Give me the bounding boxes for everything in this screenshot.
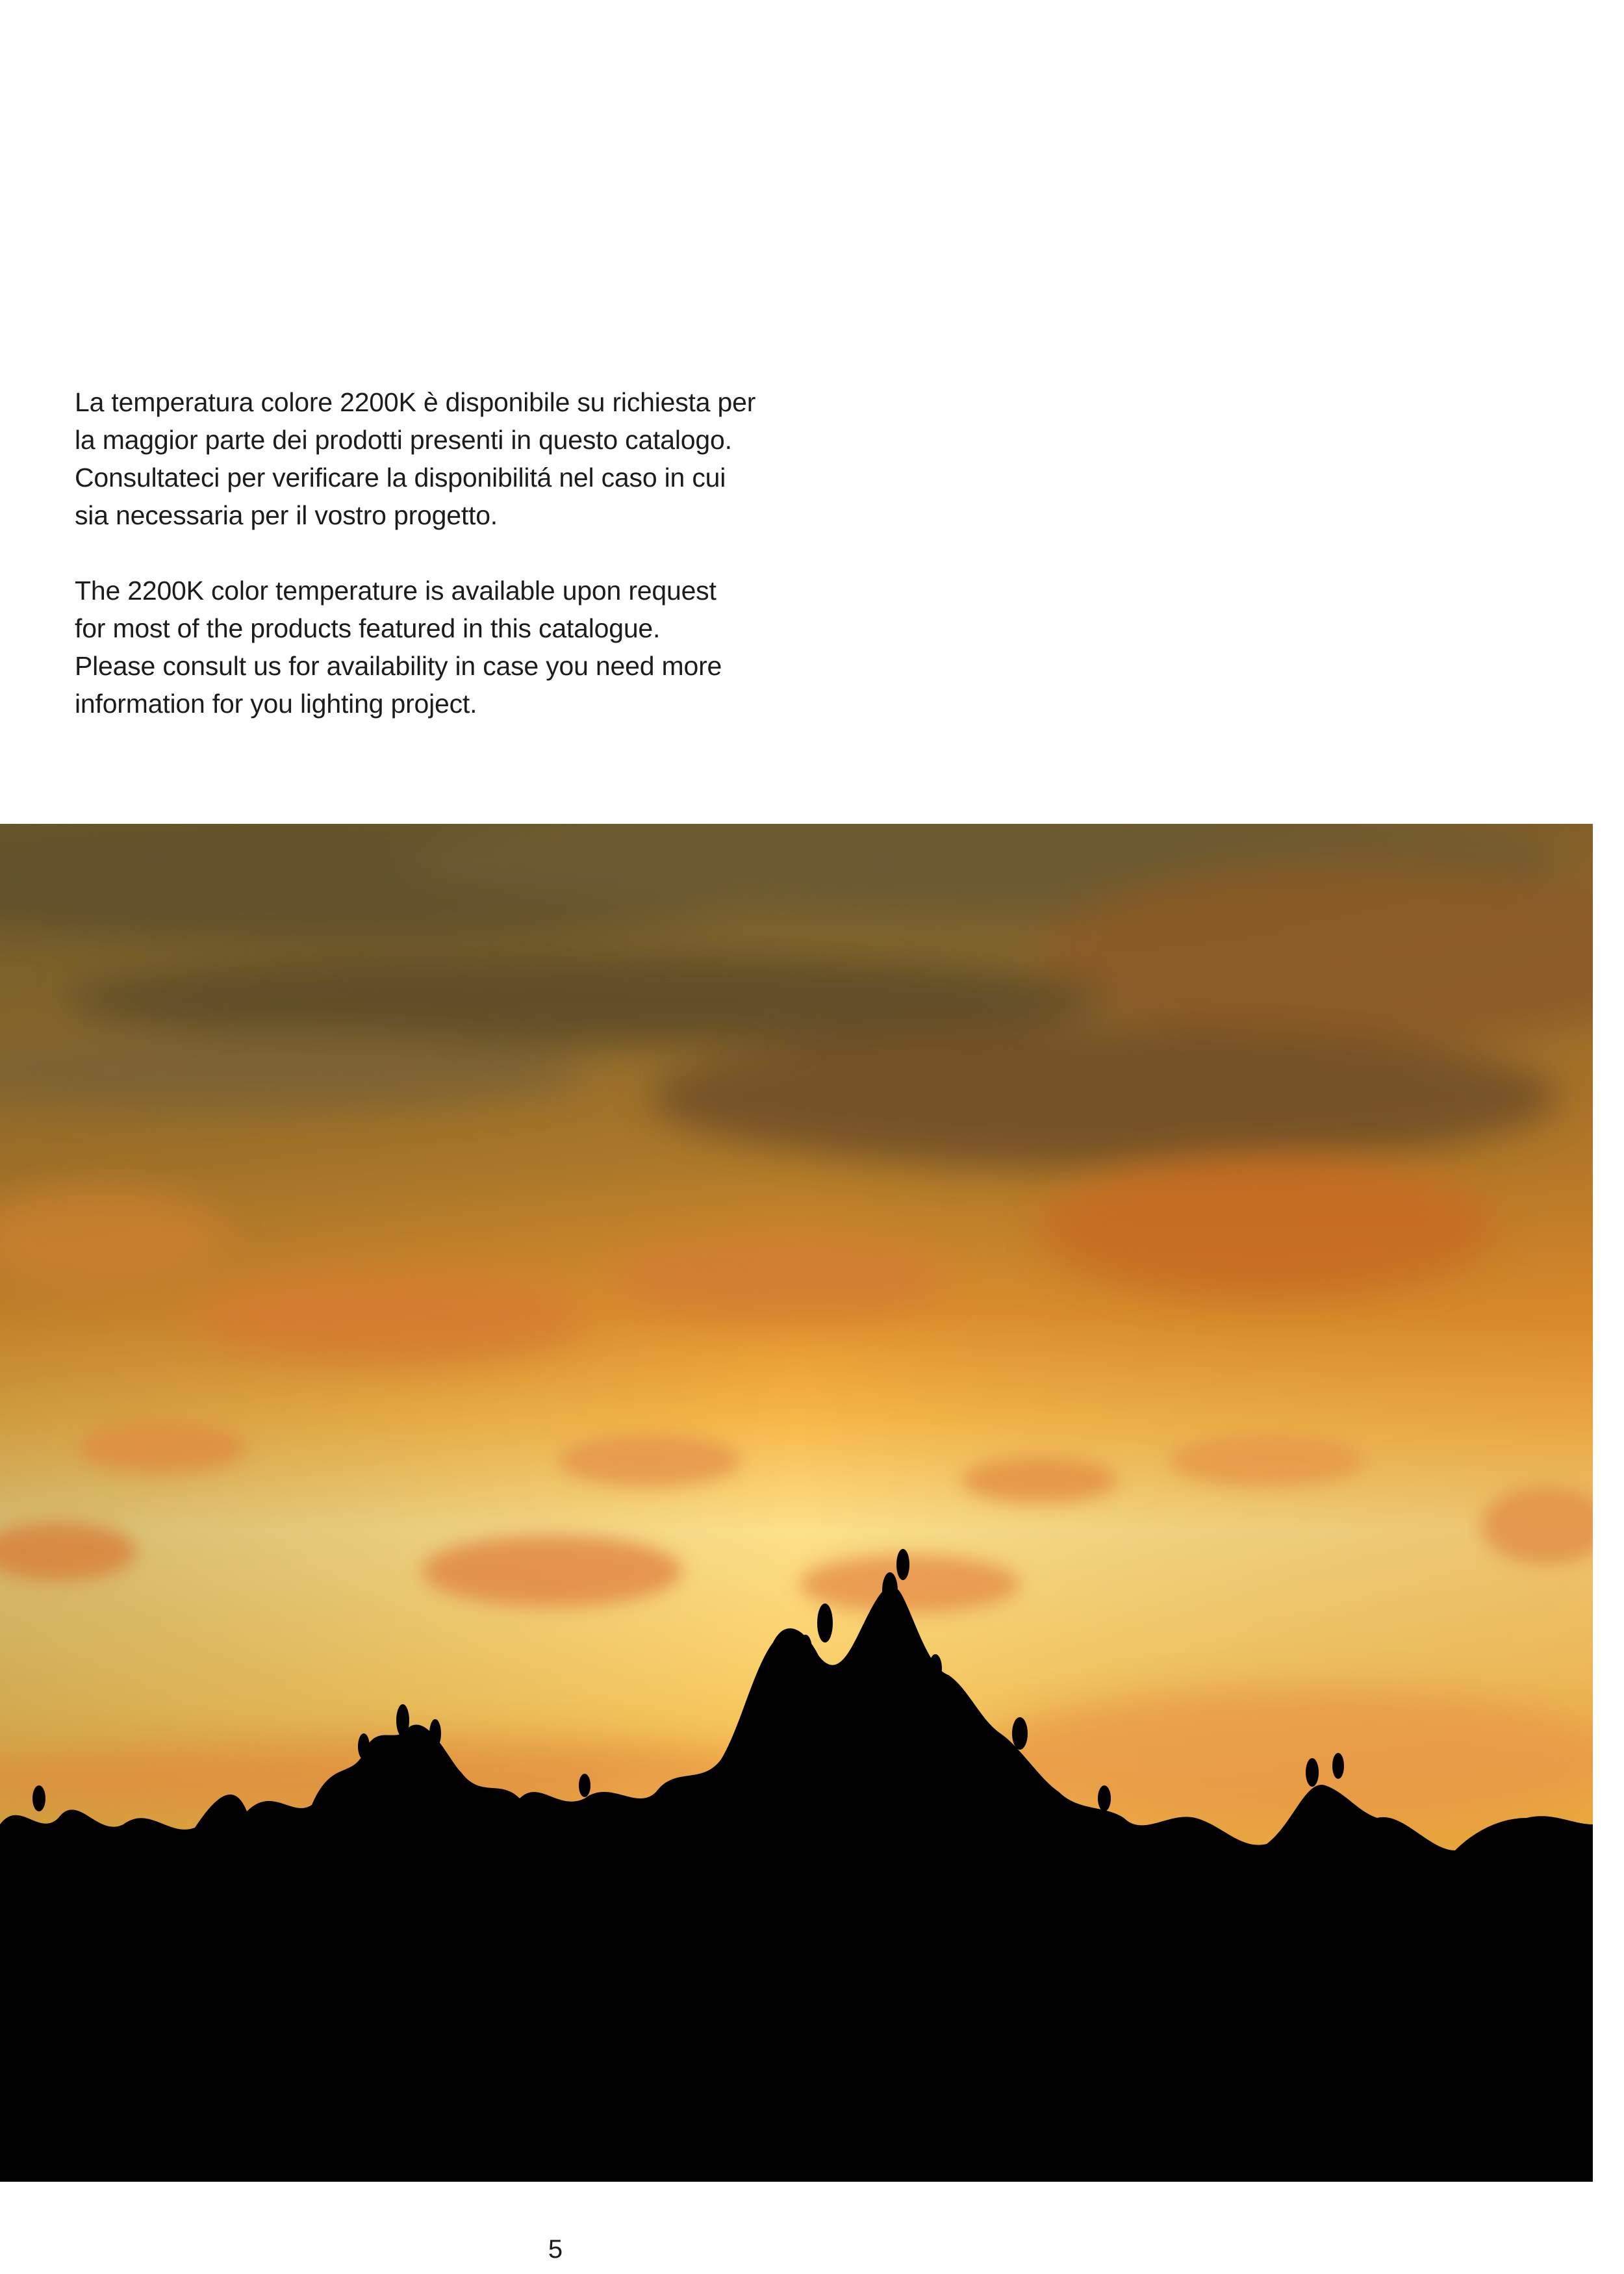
italian-paragraph: [75, 383, 854, 534]
italian-line-2: la maggior parte dei prodotti presenti in questo catalogo.: [75, 425, 732, 455]
sunset-photo: [0, 824, 1593, 2182]
intro-text-block: [75, 383, 854, 722]
english-line-2: for most of the products featured in this catalogue.: [75, 613, 661, 643]
english-paragraph: [75, 572, 854, 722]
italian-line-4: sia necessaria per il vostro progetto.: [75, 500, 498, 530]
sunset-sky-with-shrub-silhouettes-icon: [0, 824, 1593, 2182]
page-number: 5: [548, 2235, 563, 2264]
english-line-4: information for you lighting project.: [75, 689, 477, 719]
italian-line-1: La temperatura colore 2200K è disponibile su richiesta per: [75, 387, 756, 417]
english-line-3: Please consult us for availability in case you need more: [75, 651, 722, 681]
italian-line-3: Consultateci per verificare la disponibilitá nel caso in cui: [75, 463, 726, 492]
english-line-1: The 2200K color temperature is available upon request: [75, 576, 717, 606]
